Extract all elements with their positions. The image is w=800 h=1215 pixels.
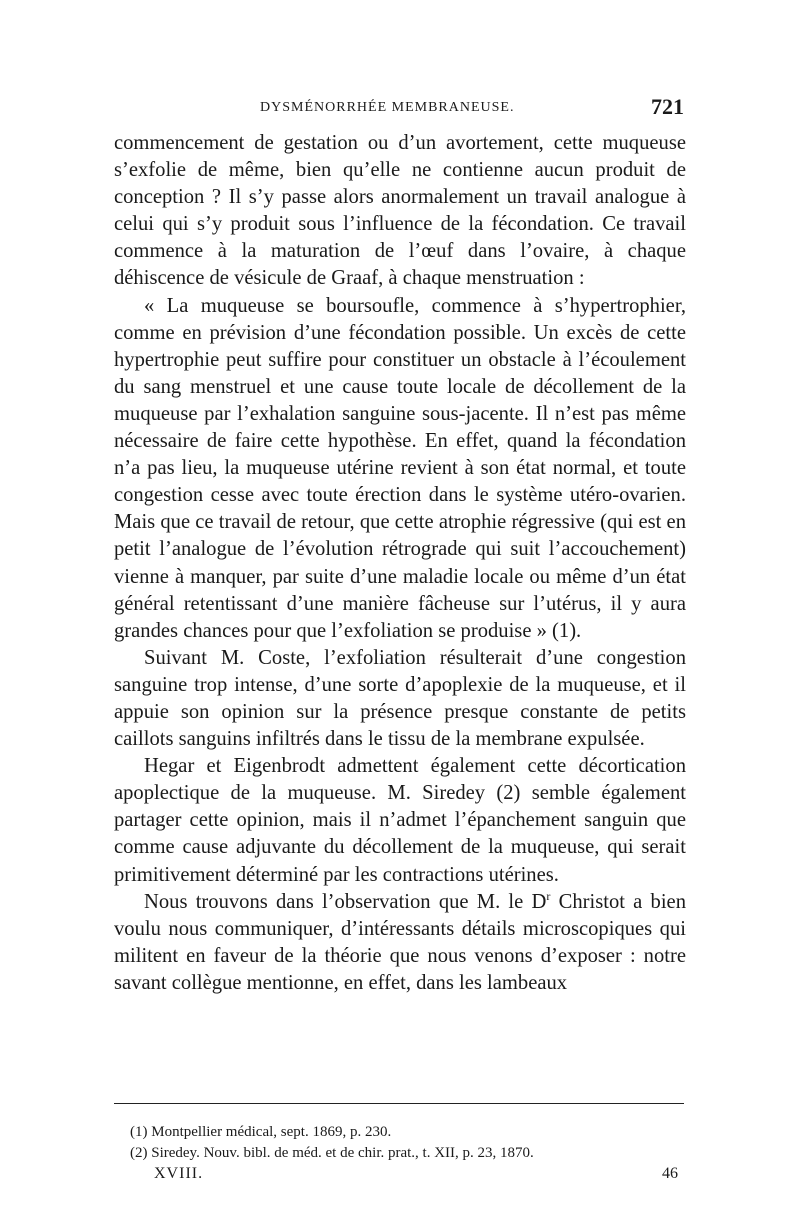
text-run: Hegar et Eigenbrodt admettent également cette décortication apoplectique de la muqueuse. M. Siredey (2) semble également partager cette opinion, mais il n’admet l’épanchement sanguin que comme cause adjuvante du décollement de la muqueuse, qui serait primitivement déterminé par les contractions utérines. bbox=[114, 755, 686, 886]
text-run: « La muqueuse se boursoufle, commence à s’hypertrophier, comme en prévision d’une fécondation possible. Un excès de cette hypertrophie peut suffire pour constituer un obstacle à l’écoulement du sang menstruel et une cause toute locale de décollement de la muqueuse par l’exhalation sanguine sous-jacente. Il n’est pas même nécessaire de faire cette hypothèse. En effet, quand la fécondation n’a pas lieu, la muqueuse utérine revient à son état normal, et toute congestion cesse avec toute érection dans le système utéro-ovarien. Mais que ce travail de retour, que cette atrophie régressive (qui est en petit l’analogue de l’évolution rétrograde qui suit l’accouchement) vienne à manquer, par suite d’une maladie locale ou même d’un état général retentissant d’une manière fâcheuse sur l’utérus, il y aura grandes chances pour que l’exfoliation se produise » (1). bbox=[114, 294, 686, 642]
footnote-1: (1) Montpellier médical, sept. 1869, p. 230. bbox=[130, 1124, 392, 1140]
footnote-divider bbox=[114, 1103, 684, 1104]
body-text bbox=[114, 130, 686, 997]
text-run: Suivant M. Coste, l’exfoliation résulterait d’une congestion sanguine trop intense, d’une sorte d’apoplexie de la muqueuse, et il appuie son opinion sur la présence presque constante de petits caillots sanguins infiltrés dans le tissu de la membrane expulsée. bbox=[114, 646, 686, 751]
signature-sheet: 46 bbox=[662, 1165, 678, 1182]
paragraph-4 bbox=[114, 753, 686, 888]
footnote-2: (2) Siredey. Nouv. bibl. de méd. et de chir. prat., t. XII, p. 23, 1870. bbox=[130, 1145, 534, 1161]
text-run: Nous trouvons dans l’observation que M. le D bbox=[144, 890, 547, 913]
page-number: 721 bbox=[651, 94, 684, 119]
text-run: commencement de gestation ou d’un avortement, cette muqueuse s’exfolie de même, bien qu’elle ne contienne aucun produit de conception ? Il s’y passe alors anormalement un travail analogue à celui qui s’y produit sous l’influence de la fécondation. Ce travail commence à la maturation de l’œuf dans l’ovaire, à chaque déhiscence de vésicule de Graaf, à chaque menstruation : bbox=[114, 132, 686, 290]
superscript: r bbox=[546, 888, 551, 903]
paragraph-3 bbox=[114, 645, 686, 753]
paragraph-5 bbox=[114, 889, 686, 997]
text-run: Christot a bien voulu nous communiquer, d’intéressants détails microscopiques qui militent en faveur de la théorie que nous venons d’exposer : notre savant collègue mentionne, en effet, dans les lambeaux bbox=[114, 890, 686, 994]
running-title: DYSMÉNORRHÉE MEMBRANEUSE. bbox=[260, 100, 515, 115]
running-head bbox=[112, 96, 684, 122]
signature-volume: XVIII. bbox=[154, 1165, 204, 1182]
paragraph-1 bbox=[114, 130, 686, 293]
paragraph-2 bbox=[114, 293, 686, 645]
footnotes bbox=[130, 1122, 690, 1164]
